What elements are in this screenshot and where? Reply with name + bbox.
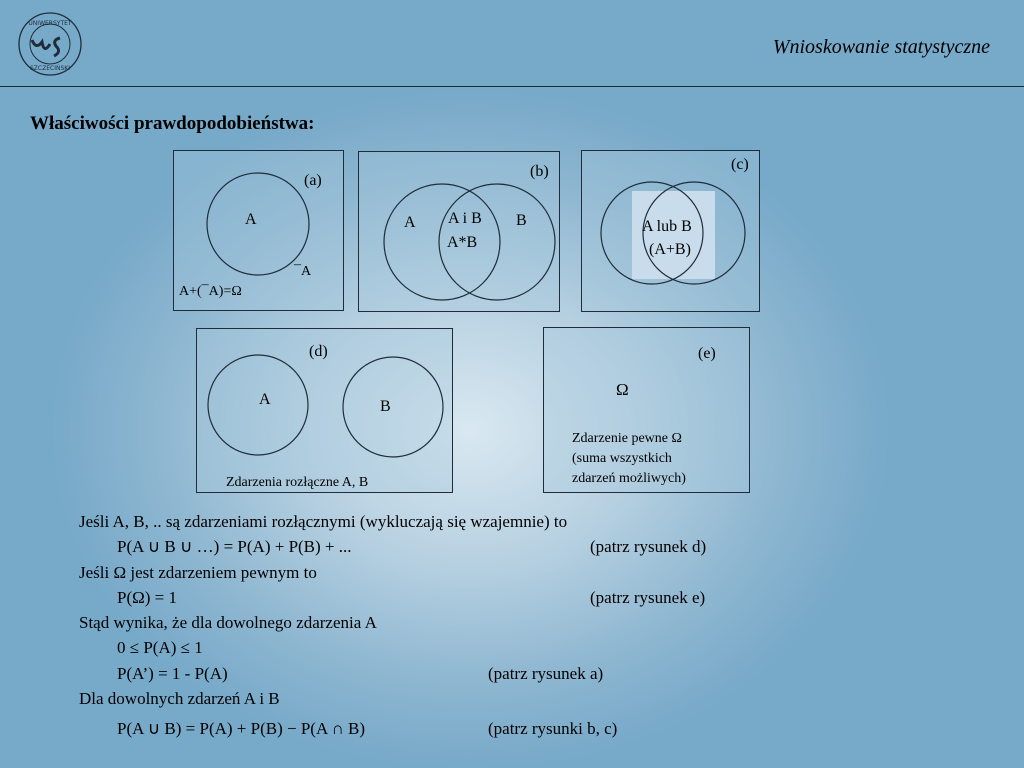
- panel-a-tag: (a): [304, 172, 322, 189]
- text-line-9: P(A ∪ B) = P(A) + P(B) − P(A ∩ B): [117, 719, 366, 738]
- complement-formula: A+(¯A)=Ω: [179, 284, 242, 299]
- set-b-label: B: [516, 212, 527, 229]
- text-line-4-ref: (patrz rysunek e): [590, 588, 706, 607]
- text-line-5: Stąd wynika, że dla dowolnego zdarzenia A: [79, 613, 377, 632]
- text-line-7: P(A’) = 1 - P(A): [117, 664, 228, 683]
- text-line-9-ref: (patrz rysunki b, c): [488, 719, 618, 738]
- complement-label: ¯A: [294, 264, 312, 279]
- text-line-1: Jeśli A, B, .. są zdarzeniami rozłącznymi (wykluczają się wzajemnie) to: [79, 512, 568, 531]
- set-a-circle: [384, 184, 500, 300]
- disjoint-caption: Zdarzenia rozłączne A, B: [226, 475, 369, 490]
- text-line-4: P(Ω) = 1: [117, 588, 177, 607]
- venn-panel-a: [173, 150, 344, 311]
- slide-header: [0, 0, 1024, 87]
- intersection-product-label: A*B: [447, 234, 478, 251]
- text-line-8: Dla dowolnych zdarzeń A i B: [79, 689, 280, 708]
- set-b-label: B: [380, 398, 391, 415]
- text-line-2-ref: (patrz rysunek d): [590, 537, 707, 556]
- set-a-circle: [207, 173, 309, 275]
- union-label: A lub B: [642, 218, 692, 235]
- svg-text:UNIWERSYTET: UNIWERSYTET: [28, 20, 72, 27]
- set-a-label: A: [259, 391, 271, 408]
- union-sum-label: (A+B): [649, 241, 691, 258]
- venn-b-diagram: [359, 152, 559, 311]
- venn-panel-e: [543, 327, 750, 493]
- text-line-6: 0 ≤ P(A) ≤ 1: [117, 638, 203, 657]
- set-b-circle: [343, 357, 443, 457]
- venn-panel-c: [581, 150, 760, 312]
- certain-event-desc-2: (suma wszystkich: [572, 451, 672, 466]
- university-seal-logo: [16, 10, 84, 78]
- set-a-label: A: [404, 214, 416, 231]
- set-a-circle: [208, 355, 308, 455]
- section-title: Właściwości prawdopodobieństwa:: [30, 113, 315, 134]
- panel-b-tag: (b): [530, 163, 549, 180]
- certain-event-desc-3: zdarzeń możliwych): [572, 471, 686, 486]
- svg-text:SZCZECIŃSKI: SZCZECIŃSKI: [30, 65, 70, 72]
- venn-panel-d: [196, 328, 453, 493]
- panel-c-tag: (c): [731, 156, 749, 173]
- intersection-label: A i B: [448, 210, 482, 227]
- set-a-label: A: [245, 211, 257, 228]
- venn-panel-b: [358, 151, 560, 312]
- text-line-3: Jeśli Ω jest zdarzeniem pewnym to: [79, 563, 317, 582]
- text-line-7-ref: (patrz rysunek a): [488, 664, 604, 683]
- omega-symbol: Ω: [616, 380, 629, 399]
- document-title: Wnioskowanie statystyczne: [772, 36, 990, 58]
- certain-event-desc-1: Zdarzenie pewne Ω: [572, 431, 682, 446]
- text-line-2: P(A ∪ B ∪ …) = P(A) + P(B) + ...: [117, 537, 352, 556]
- panel-d-tag: (d): [309, 343, 328, 360]
- panel-e-tag: (e): [698, 345, 716, 362]
